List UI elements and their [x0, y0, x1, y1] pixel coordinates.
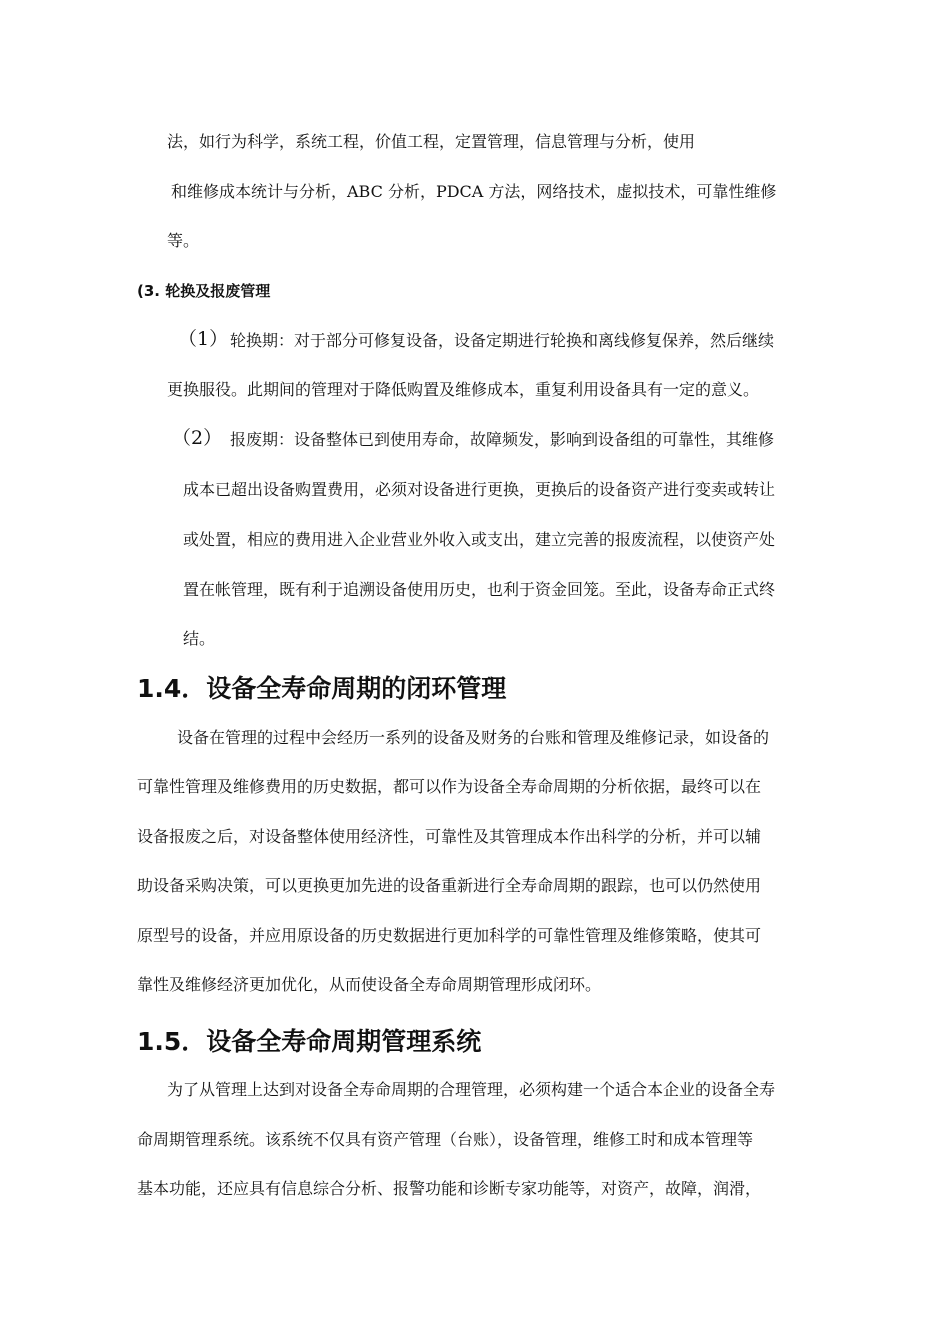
section-1-4-line-4: 助设备采购决策，可以更换更加先进的设备重新进行全寿命周期的跟踪，也可以仍然使用	[137, 876, 762, 895]
item-1-line-2: 更换服役。此期间的管理对于降低购置及维修成本，重复利用设备具有一定的意义。	[167, 380, 760, 399]
section-heading-1-4: 1.4．设备全寿命周期的闭环管理	[137, 674, 507, 703]
section-1-4-line-1: 设备在管理的过程中会经历一系列的设备及财务的台账和管理及维修记录，如设备的	[177, 728, 770, 747]
intro-line-2: 和维修成本统计与分析，ABC 分析，PDCA 方法，网络技术，虚拟技术，可靠性维修	[171, 182, 777, 201]
item-2-line-1: 报废期：设备整体已到使用寿命，故障频发，影响到设备组的可靠性，其维修	[230, 430, 775, 449]
item-1-number: （1）	[178, 328, 229, 350]
section-heading-1-5: 1.5．设备全寿命周期管理系统	[137, 1027, 482, 1056]
item-2-line-5: 结。	[183, 629, 216, 648]
item-2-line-4: 置在帐管理，既有利于追溯设备使用历史，也利于资金回笼。至此，设备寿命正式终	[183, 580, 776, 599]
section-1-4-line-3: 设备报废之后，对设备整体使用经济性，可靠性及其管理成本作出科学的分析，并可以辅	[137, 827, 762, 846]
intro-line-1: 法，如行为科学，系统工程，价值工程，定置管理，信息管理与分析，使用	[167, 132, 696, 151]
section-1-4-line-6: 靠性及维修经济更加优化，从而使设备全寿命周期管理形成闭环。	[137, 975, 602, 994]
intro-line-3: 等。	[167, 231, 200, 250]
item-2-line-2: 成本已超出设备购置费用，必须对设备进行更换，更换后的设备资产进行变卖或转让	[183, 480, 776, 499]
section-1-5-line-3: 基本功能，还应具有信息综合分析、报警功能和诊断专家功能等，对资产，故障，润滑，	[137, 1179, 762, 1198]
section-1-5-line-2: 命周期管理系统。该系统不仅具有资产管理（台账），设备管理，维修工时和成本管理等	[137, 1130, 754, 1149]
section-1-4-line-2: 可靠性管理及维修费用的历史数据，都可以作为设备全寿命周期的分析依据，最终可以在	[137, 777, 762, 796]
section-1-4-line-5: 原型号的设备，并应用原设备的历史数据进行更加科学的可靠性管理及维修策略，使其可	[137, 926, 762, 945]
section-1-5-line-1: 为了从管理上达到对设备全寿命周期的合理管理，必须构建一个适合本企业的设备全寿	[167, 1080, 776, 1099]
item-2-line-3: 或处置，相应的费用进入企业营业外收入或支出，建立完善的报废流程，以使资产处	[183, 530, 776, 549]
subsection-title: (3. 轮换及报废管理	[137, 282, 271, 300]
item-2-number: （2）	[172, 427, 223, 449]
item-1-line-1: 轮换期：对于部分可修复设备，设备定期进行轮换和离线修复保养，然后继续	[230, 331, 775, 350]
